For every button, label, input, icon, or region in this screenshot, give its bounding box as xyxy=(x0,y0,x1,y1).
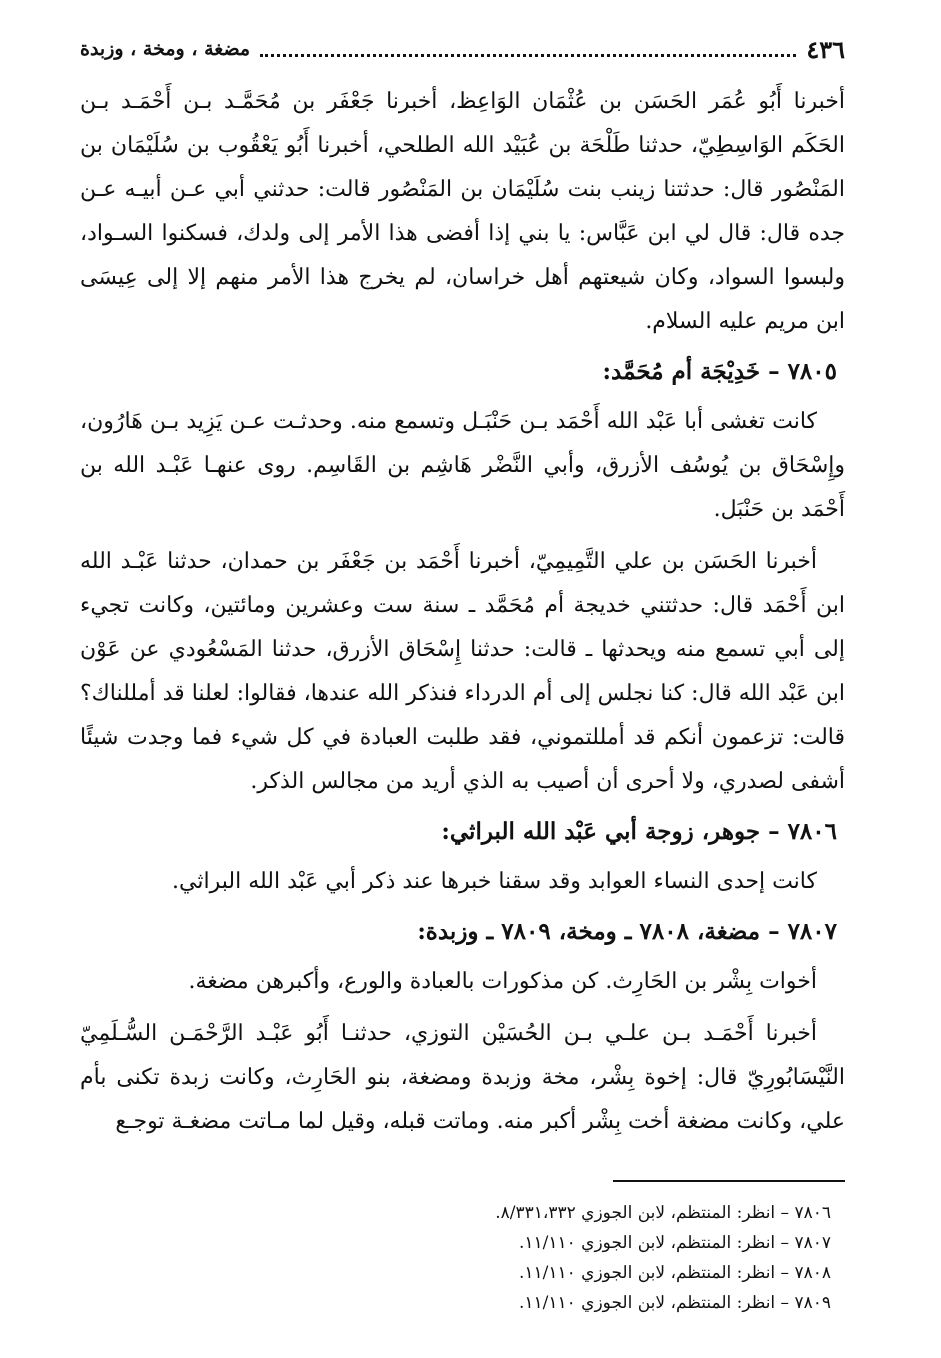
footnote-7808: ٧٨٠٨ – انظر: المنتظم، لابن الجوزي ١١/١١٠. xyxy=(518,1263,831,1283)
header-dotted-leader xyxy=(260,54,796,57)
footnote-7807: ٧٨٠٧ – انظر: المنتظم، لابن الجوزي ١١/١١٠. xyxy=(518,1233,831,1253)
entry-heading-7805: ٧٨٠٥ – خَدِيْجَة أم مُحَمَّد: xyxy=(602,358,837,385)
page-header xyxy=(80,32,845,66)
entry-heading-7806: ٧٨٠٦ – جوهر، زوجة أبي عَبْد الله البراثي: xyxy=(441,818,837,845)
paragraph-khadija-bio: كانت تغشى أبا عَبْد الله أَحْمَد بـن حَنْبَـل وتسمع منه. وحدثـت عـن يَزِيد بـن هَارُون، وإِسْحَاق بن يُوسُف الأزرق، وأبي النَّضْر هَاشِم بن القَاسِم. روى عنهـا عَبْـد الله بن أَحْمَد بن حَنْبَل. xyxy=(80,409,845,522)
paragraph-khadija-narration: أخبرنا الحَسَن بن علي التَّمِيمِيّ، أخبرنا أَحْمَد بن جَعْفَر بن حمدان، حدثنا عَبْـد الله ابن أَحْمَد قال: حدثتني خديجة أم مُحَمَّد ـ سنة ست وعشرين ومائتين، وكانت تجيء إلى أبي تسمع منه ويحدثها ـ قالت: حدثنا إِسْحَاق الأزرق، حدثنا المَسْعُودي عن عَوْن ابن عَبْد الله قال: كنا نجلس إلى أم الدرداء فنذكر الله عندها، فقالوا: لعلنا قد أمللناك؟ قالت: تزعمون أنكم قد أمللتموني، فقد طلبت العبادة في كل شيء فما وجدت شيئًا أشفى لصدري، ولا أحرى أن أصيب به الذي أريد من مجالس الذكر. xyxy=(80,549,846,794)
footnote-separator xyxy=(613,1180,845,1182)
running-title: مضغة ، ومخة ، وزبدة xyxy=(80,38,251,60)
paragraph-sisters-bio: أخوات بِشْر بن الحَارِث. كن مذكورات بالعبادة والورع، وأكبرهن مضغة. xyxy=(188,969,817,994)
footnote-7809: ٧٨٠٩ – انظر: المنتظم، لابن الجوزي ١١/١١٠. xyxy=(518,1293,831,1313)
entry-heading-7807: ٧٨٠٧ – مضغة، ٧٨٠٨ ـ ومخة، ٧٨٠٩ ـ وزبدة: xyxy=(417,918,837,945)
page-body xyxy=(80,80,845,1144)
footnote-7806: ٧٨٠٦ – انظر: المنتظم، لابن الجوزي ٨/٣٣١،٣٣٢. xyxy=(495,1203,831,1223)
footnotes xyxy=(300,1198,831,1318)
paragraph-sisters-narration: أخبرنا أَحْمَـد بـن علـي بـن الحُسَيْن التوزي، حدثنـا أَبُو عَبْـد الرَّحْمَـن السُّـلَمِيّ النَّيْسَابُورِيّ قال: إخوة بِشْر، مخة وزبدة ومضغة، بنو الحَارِث، وكانت زبدة تكنى بأم علي، وكانت مضغة أخت بِشْر أكبر منه. وماتت قبله، وقيل لما مـاتت مضغـة توجـع xyxy=(80,1021,845,1134)
page-number: ٤٣٦ xyxy=(806,34,845,64)
paragraph-narration-1: أخبرنا أَبُو عُمَر الحَسَن بن عُثْمَان الوَاعِظ، أخبرنا جَعْفَر بن مُحَمَّـد بـن أَحْمَـد بـن الحَكَم الوَاسِطِيّ، حدثنا طَلْحَة بن عُبَيْد الله الطلحي، أخبرنا أَبُو يَعْقُوب بن سُلَيْمَان بن المَنْصُور قال: حدثتنا زينب بنت سُلَيْمَان بن المَنْصُور قالت: حدثني أبي عـن أبيـه عـن جده قال: قال لي ابن عَبَّاس: يا بني إذا أفضى هذا الأمر إلى ولدك، فسكنوا السـواد، ولبسوا السواد، وكان شيعتهم أهل خراسان، لم يخرج هذا الأمر منهم إلا إلى عِيسَى ابن مريم عليه السلام. xyxy=(80,89,845,334)
paragraph-jawhar-bio: كانت إحدى النساء العوابد وقد سقنا خبرها عند ذكر أبي عَبْد الله البراثي. xyxy=(172,869,817,894)
